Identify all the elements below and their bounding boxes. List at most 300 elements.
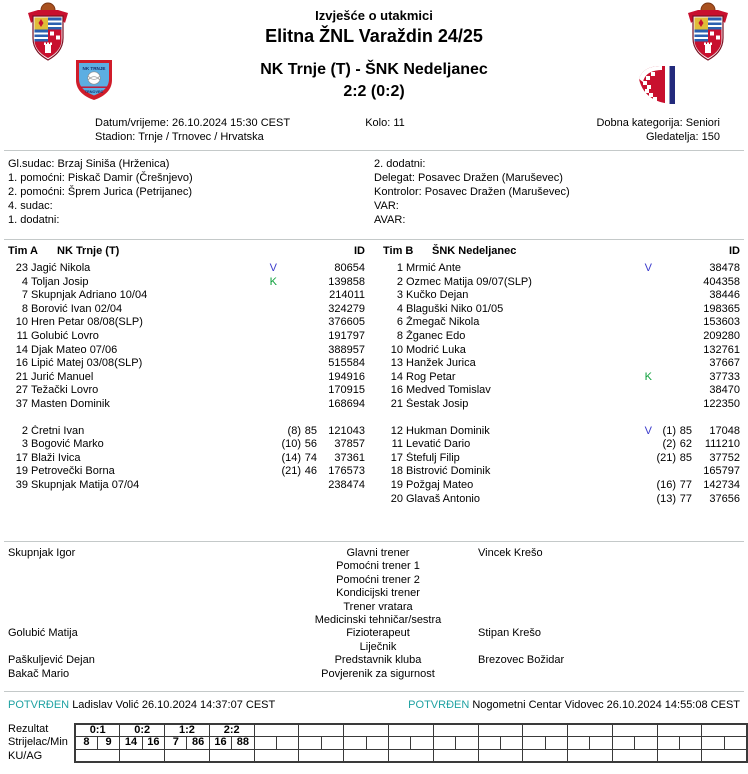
player-name: Šestak Josip (406, 397, 469, 410)
player-name: Hukman Dominik (406, 424, 490, 437)
official-line: 1. dodatni: (8, 214, 60, 226)
player-id: 153603 (703, 316, 740, 329)
result-score-cell: 2:2 (209, 724, 254, 737)
player-role-badge: K (269, 275, 277, 288)
team-side-label: Tim A (8, 245, 38, 257)
official-line: VAR: (374, 200, 399, 212)
staff-role-label: Trener vratara (343, 600, 413, 613)
player-name: Masten Dominik (31, 397, 110, 410)
player-id: 238474 (328, 478, 365, 491)
kuag-cell (165, 749, 210, 762)
player-name: Borović Ivan 02/04 (31, 302, 123, 315)
result-row-label: KU/AG (8, 749, 43, 762)
player-name: Modrić Luka (406, 343, 466, 356)
kuag-cell (75, 749, 120, 762)
player-role-badge (261, 438, 277, 452)
result-score-cell: 0:2 (120, 724, 165, 737)
staff-row (8, 627, 740, 640)
player-role-badge (636, 398, 652, 412)
player-id: 37667 (709, 357, 740, 370)
team-b (383, 245, 740, 506)
player-row (383, 344, 740, 358)
player-number: 4 (21, 275, 28, 288)
sub-minute: 85 (304, 424, 317, 437)
sub-minute (676, 398, 692, 412)
player-row (8, 357, 365, 371)
player-row (8, 452, 365, 466)
sub-replaced-number (277, 344, 301, 358)
player-name: Težački Lovro (31, 384, 99, 397)
competition-name: Elitna ŽNL Varaždin 24/25 (265, 26, 483, 46)
scorer-minute-cell (545, 737, 567, 750)
player-name: Žganec Edo (406, 329, 466, 342)
county-crest-left-icon (26, 2, 70, 65)
result-row-label: Rezultat (8, 722, 49, 735)
sub-minute: 85 (679, 451, 692, 464)
sub-replaced-number (652, 276, 676, 290)
sub-minute (301, 479, 317, 493)
scorer-minute-cell: 9 (97, 737, 119, 750)
confirmation-row (0, 692, 748, 717)
team-id-column-label: ID (729, 245, 740, 257)
player-number: 12 (390, 424, 403, 437)
sub-minute (676, 357, 692, 371)
scorer-number-cell (433, 737, 455, 750)
sub-replaced-number (277, 398, 301, 412)
player-id: 191797 (328, 329, 365, 342)
player-number: 16 (390, 384, 403, 397)
team-a (8, 245, 365, 506)
player-name: Medved Tomislav (406, 384, 491, 397)
team-name: ŠNK Nedeljanec (432, 245, 517, 257)
player-row (8, 316, 365, 330)
sub-minute: 85 (679, 424, 692, 437)
county-crest-right-icon (686, 2, 730, 65)
player-id: 37857 (334, 438, 365, 451)
player-row (8, 303, 365, 317)
player-id: 139858 (328, 275, 365, 288)
player-id: 80654 (334, 262, 365, 274)
staff-role-label: Kondicijski trener (336, 587, 420, 600)
player-row (383, 371, 740, 385)
scorer-minute-cell (724, 737, 746, 750)
player-row (383, 289, 740, 303)
player-id: 132761 (703, 343, 740, 356)
player-name: Čretni Ivan (31, 424, 85, 437)
player-row (383, 438, 740, 452)
sub-minute (676, 303, 692, 317)
home-confirmation-status: POTVRĐEN (8, 698, 70, 711)
sub-minute (301, 316, 317, 330)
player-id: 515584 (328, 357, 365, 370)
player-number: 14 (390, 370, 403, 383)
report-header (0, 0, 748, 108)
player-number: 14 (15, 343, 28, 356)
player-number: 7 (21, 289, 28, 302)
final-score: 2:2 (0:2) (343, 83, 405, 100)
snk-nedeljanec-badge-icon (634, 64, 680, 109)
player-row (8, 384, 365, 398)
player-number: 19 (15, 465, 28, 478)
player-role-badge (636, 344, 652, 358)
sub-replaced-number: (14) (281, 451, 301, 464)
player-role-badge: V (644, 262, 652, 274)
player-name: Hren Petar 08/08(SLP) (31, 316, 143, 329)
scorer-minute-cell (590, 737, 612, 750)
player-id: 142734 (703, 478, 740, 491)
scorer-number-cell (612, 737, 634, 750)
staff-home-name (8, 587, 278, 600)
player-row (383, 425, 740, 439)
datetime-line (95, 116, 300, 130)
sub-replaced-number (652, 384, 676, 398)
round-value: 11 (393, 117, 405, 129)
player-name: Požgaj Mateo (406, 478, 474, 491)
result-grid (74, 723, 748, 764)
player-number: 8 (396, 329, 403, 342)
player-role-badge (636, 384, 652, 398)
scorer-number-cell (657, 737, 679, 750)
player-number: 37 (15, 397, 28, 410)
sub-minute: 77 (679, 492, 692, 505)
player-row (8, 425, 365, 439)
sub-replaced-number (277, 330, 301, 344)
result-score-cell (612, 724, 657, 737)
home-confirmation-text: Ladislav Volić 26.10.2024 14:37:07 CEST (72, 698, 276, 711)
staff-role-label: Povjerenik za sigurnost (321, 667, 435, 680)
player-number: 6 (396, 316, 403, 329)
scorer-number-cell (388, 737, 410, 750)
player-role-badge (636, 438, 652, 452)
sub-minute (301, 330, 317, 344)
scorer-number-cell (568, 737, 590, 750)
sub-replaced-number (652, 344, 676, 358)
staff-row (8, 641, 740, 654)
staff-away-name: Brezovec Božidar (478, 654, 565, 667)
scorer-minute-cell (456, 737, 478, 750)
official-line: AVAR: (374, 214, 406, 226)
sub-replaced-number (277, 357, 301, 371)
staff-away-name (478, 601, 740, 614)
player-role-badge (261, 289, 277, 303)
scorer-number-cell: 7 (165, 737, 187, 750)
player-role-badge (636, 276, 652, 290)
sub-minute (676, 371, 692, 385)
player-row (383, 330, 740, 344)
player-number: 4 (396, 302, 403, 315)
player-id: 38478 (709, 262, 740, 274)
nk-trnje-badge-icon (74, 58, 114, 105)
player-name: Ozmec Matija 09/07(SLP) (406, 275, 532, 288)
sub-minute (301, 344, 317, 358)
player-role-badge (261, 425, 277, 439)
player-row (8, 262, 365, 276)
sub-replaced-number (652, 289, 676, 303)
player-number: 21 (390, 397, 403, 410)
match-info-row (0, 108, 748, 144)
player-role-badge (261, 371, 277, 385)
player-number: 2 (396, 275, 403, 288)
player-row (383, 479, 740, 493)
sub-replaced-number (652, 465, 676, 479)
sub-replaced-number (652, 371, 676, 385)
scorer-number-cell: 8 (75, 737, 97, 750)
scorer-minute-cell: 16 (142, 737, 164, 750)
player-row (8, 289, 365, 303)
player-number: 39 (15, 478, 28, 491)
player-name: Blaži Ivica (31, 451, 81, 464)
scorer-number-cell: 16 (209, 737, 231, 750)
staff-row (8, 574, 740, 587)
player-role-badge (636, 289, 652, 303)
player-role-badge (636, 357, 652, 371)
team-side-label: Tim B (383, 245, 414, 257)
official-line: 2. pomoćni: Šprem Jurica (Petrijanec) (8, 186, 193, 198)
player-name: Rog Petar (406, 370, 456, 383)
player-row (8, 398, 365, 412)
sub-minute (676, 344, 692, 358)
official-line: Delegat: Posavec Dražen (Maruševec) (374, 172, 563, 184)
trnje-badge-name: NK TRNJE (82, 66, 106, 71)
player-role-badge (636, 479, 652, 493)
result-table-section (0, 717, 748, 764)
player-role-badge (636, 493, 652, 507)
staff-row (8, 560, 740, 573)
player-number: 8 (21, 302, 28, 315)
player-name: Jagić Nikola (31, 262, 91, 274)
player-number: 17 (390, 451, 403, 464)
staff-role-label: Glavni trener (346, 547, 410, 559)
report-title: Izvješće o utakmici (315, 8, 433, 23)
player-role-badge: V (644, 424, 652, 437)
away-confirmation-text: Nogometni Centar Vidovec 26.10.2024 14:55:08 CEST (472, 698, 740, 711)
player-number: 1 (396, 262, 403, 274)
teams-section (0, 240, 748, 535)
player-id: 165797 (703, 465, 740, 478)
kuag-cell (388, 749, 433, 762)
player-name: Jurić Manuel (31, 370, 94, 383)
staff-row (8, 601, 740, 614)
player-row (383, 452, 740, 466)
result-score-cell (657, 724, 702, 737)
sub-replaced-number (277, 384, 301, 398)
staff-home-name (8, 560, 278, 573)
player-row (383, 384, 740, 398)
datetime-stadium-block (95, 116, 300, 144)
player-number: 19 (390, 478, 403, 491)
player-name: Bistrović Dominik (406, 465, 491, 478)
scorer-minute-cell: 88 (232, 737, 254, 750)
player-id: 37361 (334, 451, 365, 464)
result-score-cell: 0:1 (75, 724, 120, 737)
player-role-badge (636, 316, 652, 330)
staff-home-name: Golubić Matija (8, 627, 78, 640)
player-role-badge (261, 398, 277, 412)
player-number: 16 (15, 357, 28, 370)
player-role-badge (636, 452, 652, 466)
category-attendance-block (596, 116, 720, 144)
player-name: Blaguški Niko 01/05 (406, 302, 504, 315)
sub-minute (676, 330, 692, 344)
kuag-cell (568, 749, 613, 762)
category-label: Dobna kategorija: (596, 117, 683, 129)
sub-replaced-number: (13) (656, 492, 676, 505)
player-name: Bogović Marko (31, 438, 104, 451)
sub-minute: 77 (679, 478, 692, 491)
staff-row (8, 547, 740, 560)
player-id: 38470 (709, 384, 740, 397)
player-id: 198365 (703, 302, 740, 315)
sub-minute (676, 465, 692, 479)
player-number: 21 (15, 370, 28, 383)
player-row (8, 465, 365, 479)
player-role-badge (636, 303, 652, 317)
attendance-value: 150 (701, 131, 720, 143)
player-row (383, 357, 740, 371)
player-row (383, 398, 740, 412)
sub-minute: 74 (304, 451, 317, 464)
scorer-minute-cell (500, 737, 522, 750)
player-role-badge: K (644, 370, 652, 383)
staff-away-name (478, 614, 740, 627)
roster-gap (8, 412, 365, 425)
player-name: Levatić Dario (406, 438, 471, 451)
player-name: Golubić Lovro (31, 329, 99, 342)
kuag-cell (299, 749, 344, 762)
player-id: 214011 (329, 289, 365, 302)
player-role-badge (636, 465, 652, 479)
attendance-label: Gledatelja: (645, 131, 699, 143)
sub-minute: 62 (679, 438, 692, 451)
staff-role-label: Liječnik (359, 640, 397, 653)
player-id: 170915 (328, 384, 365, 397)
staff-home-name: Bakač Mario (8, 667, 70, 680)
sub-replaced-number (652, 262, 676, 276)
sub-replaced-number (277, 262, 301, 276)
sub-minute (301, 276, 317, 290)
player-name: Toljan Josip (31, 275, 89, 288)
staff-home-name (8, 601, 278, 614)
sub-minute (301, 357, 317, 371)
staff-row (8, 587, 740, 600)
officials-section (0, 151, 748, 233)
official-line: 4. sudac: (8, 200, 53, 212)
result-score-cell (523, 724, 568, 737)
player-id: 17048 (709, 424, 740, 437)
player-id: 37752 (709, 451, 740, 464)
player-row (383, 276, 740, 290)
home-confirmation (8, 699, 275, 712)
player-row (8, 371, 365, 385)
attendance-line (596, 130, 720, 144)
player-number: 2 (21, 424, 28, 437)
staff-away-name (478, 560, 740, 573)
result-score-cell (478, 724, 523, 737)
sub-minute (676, 289, 692, 303)
player-row (8, 479, 365, 493)
sub-replaced-number (277, 276, 301, 290)
sub-minute (676, 262, 692, 276)
player-number: 11 (16, 329, 28, 342)
staff-role-label: Fizioterapeut (346, 627, 410, 640)
player-name: Kučko Dejan (406, 289, 469, 302)
player-role-badge (261, 465, 277, 479)
trnje-badge-town: TRNOVEC (84, 90, 104, 94)
staff-home-name: Paškuljević Dejan (8, 654, 95, 667)
player-name: Žmegač Nikola (406, 316, 480, 329)
player-name: Glavaš Antonio (406, 492, 480, 505)
datetime-label: Datum/vrijeme: (95, 117, 169, 129)
sub-minute (301, 371, 317, 385)
player-number: 10 (15, 316, 28, 329)
player-id: 176573 (328, 465, 365, 478)
scorer-minute-cell (411, 737, 433, 750)
player-id: 194916 (328, 370, 365, 383)
sub-replaced-number: (10) (281, 438, 301, 451)
scorer-number-cell (478, 737, 500, 750)
sub-replaced-number: (1) (662, 424, 676, 437)
player-number: 3 (396, 289, 403, 302)
sub-replaced-number (652, 303, 676, 317)
player-role-badge (261, 357, 277, 371)
player-id: 404358 (703, 275, 740, 288)
player-number: 3 (21, 438, 28, 451)
kuag-cell (612, 749, 657, 762)
team-header (383, 245, 740, 257)
sub-minute (301, 289, 317, 303)
match-name: NK Trnje (T) - ŠNK Nedeljanec (260, 61, 488, 78)
scorer-number-cell (523, 737, 545, 750)
sub-replaced-number (277, 479, 301, 493)
staff-row (8, 614, 740, 627)
player-row (383, 303, 740, 317)
stadium-line (95, 130, 300, 144)
scorer-minute-cell (321, 737, 343, 750)
datetime-value: 26.10.2024 15:30 CEST (172, 117, 291, 129)
player-number: 10 (390, 343, 403, 356)
kuag-cell (344, 749, 389, 762)
sub-replaced-number (277, 371, 301, 385)
official-line: Kontrolor: Posavec Dražen (Maruševec) (374, 186, 570, 198)
staff-section (0, 542, 748, 685)
staff-role-label: Pomoćni trener 2 (336, 573, 420, 586)
kuag-cell (702, 749, 747, 762)
player-row (8, 438, 365, 452)
staff-home-name (8, 574, 278, 587)
category-value: Seniori (685, 117, 720, 129)
player-row (383, 316, 740, 330)
result-score-cell (568, 724, 613, 737)
sub-replaced-number (652, 357, 676, 371)
sub-replaced-number (277, 316, 301, 330)
away-confirmation-status: POTVRĐEN (408, 698, 470, 711)
staff-away-name: Vincek Krešo (478, 547, 543, 559)
kuag-cell (209, 749, 254, 762)
player-name: Djak Mateo 07/06 (31, 343, 118, 356)
team-id-column-label: ID (354, 245, 365, 257)
sub-replaced-number: (16) (656, 478, 676, 491)
result-score-cell: 1:2 (165, 724, 210, 737)
player-id: 111210 (704, 438, 740, 451)
result-score-cell (299, 724, 344, 737)
team-header (8, 245, 365, 257)
kuag-cell (478, 749, 523, 762)
player-name: Štefulj Filip (406, 451, 460, 464)
sub-replaced-number (277, 303, 301, 317)
player-id: 37656 (709, 492, 740, 505)
player-row (383, 465, 740, 479)
player-role-badge (261, 316, 277, 330)
